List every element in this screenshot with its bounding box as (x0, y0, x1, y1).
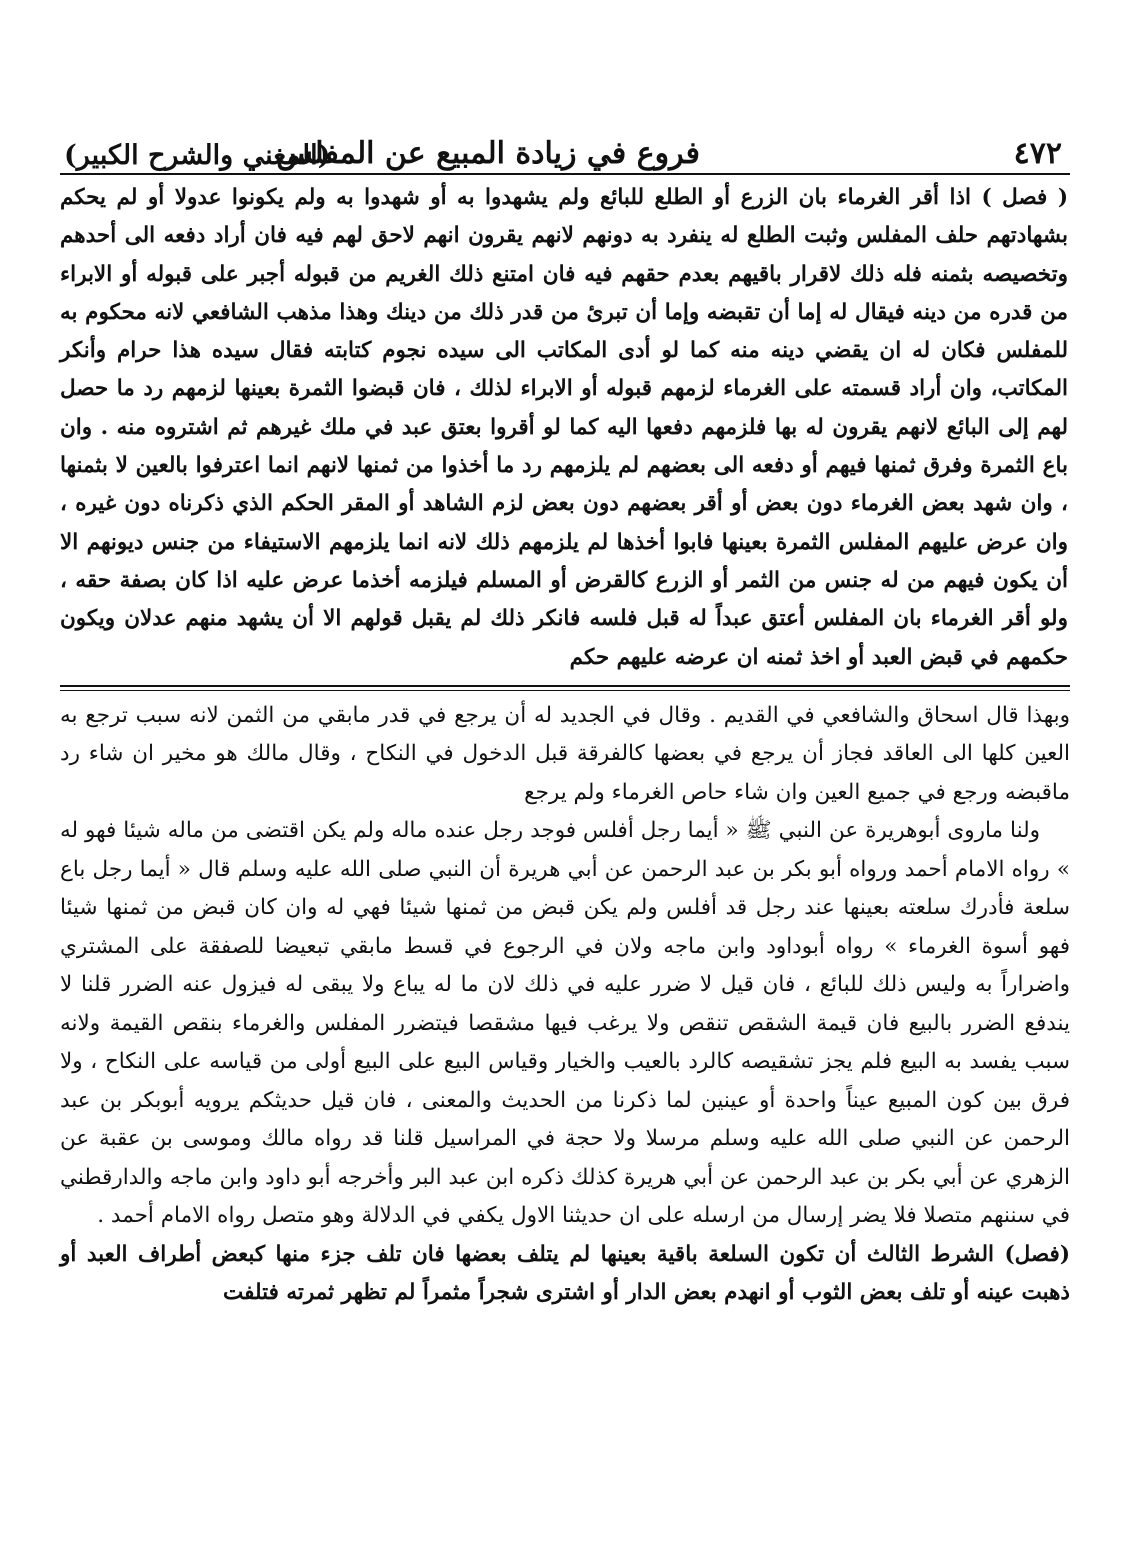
page-header (60, 125, 1070, 175)
page-number: ٤٧٢ (1013, 136, 1062, 171)
book-page (60, 125, 1070, 1313)
final-paragraph: (فصل) الشرط الثالث أن تكون السلعة باقية بعينها لم يتلف بعضها فان تلف جزء منها كبعض أطراف العبد أو ذهبت عينه أو تلف بعض الثوب أو انهدم بعض الدار أو اشترى شجراً مثمراً لم تظهر ثمرته فتلفت (60, 1241, 1070, 1306)
running-title: فروع في زيادة المبيع عن المفلس (276, 136, 700, 171)
book-title: (المغني والشرح الكبير) (64, 140, 331, 171)
main-text (60, 179, 1070, 677)
main-paragraph: ( فصل ) اذا أقر الغرماء بان الزرع أو الطلع للبائع ولم يشهدوا به أو شهدوا به ولم يكونوا عدولا أو لم يحكم بشهادتهم حلف المفلس وثبت الطلع له ينفرد به دونهم لانهم يقرون انهم لاحق لهم فيه فان أراد دفعه الى أحدهم وتخصيصه بثمنه فله ذلك لاقرار باقيهم بعدم حقهم فيه فان امتنع ذلك الغريم من قبوله أجبر على قبوله أو الابراء من قدره من دينه فيقال له إما أن تقبضه وإما أن تبرئ من قدر ذلك من دينك وهذا مذهب الشافعي لانه محكوم به للمفلس فكان له ان يقضي دينه منه كما لو أدى المكاتب الى سيده نجوم كتابته فقال سيده هذا حرام وأنكر المكاتب، وان أراد قسمته على الغرماء لزمهم قبوله أو الابراء لذلك ، فان قبضوا الثمرة بعينها لزمهم رد ما حصل لهم إلى البائع لانهم يقرون له بها فلزمهم دفعها اليه كما لو أقروا بعتق عبد في ملك غيرهم ثم اشتروه منه . وان باع الثمرة وفرق ثمنها فيهم أو دفعه الى بعضهم لم يلزمهم رد ما أخذوا من ثمنها لانهم انما اعترفوا بالعين لا بثمنها ، وان شهد بعض الغرماء دون بعض أو أقر بعضهم دون بعض لزم الشاهد أو المقر الحكم الذي ذكرناه دون غيره ، وان عرض عليهم المفلس الثمرة بعينها فابوا أخذها لم يلزمهم ذلك لانه انما يلزمهم الاستيفاء من جنس ديونهم الا أن يكون فيهم من له جنس من الثمر أو الزرع كالقرض أو المسلم فيلزمه أخذما عرض عليه اذا كان بصفة حقه ، ولو أقر الغرماء بان المفلس أعتق عبداً له قبل فلسه فانكر ذلك لم يقبل قولهم الا أن يشهد منهم عدلان ويكون حكمهم في قبض العبد أو اخذ ثمنه ان عرضه عليهم حكم (60, 185, 1068, 670)
section-divider (60, 685, 1070, 691)
commentary-paragraph-2: ولنا ماروى أبوهريرة عن النبي ﷺ « أيما رجل أفلس فوجد رجل عنده ماله ولم يكن اقتضى من ماله شيئا فهو له » رواه الامام أحمد ورواه أبو بكر بن عبد الرحمن عن أبي هريرة أن النبي صلى الله عليه وسلم قال « أيما رجل باع سلعة فأدرك سلعته بعينها عند رجل قد أفلس ولم يكن قبض من ثمنها شيئا فهي له وان كان قبض من ثمنها شيئا فهو أسوة الغرماء » رواه أبوداود وابن ماجه ولان في الرجوع في قسط مابقي تبعيضا للصفقة على المشتري واضراراً به وليس ذلك للبائع ، فان قيل لا ضرر عليه في ذلك لان ما له يباع ولا يبقى له فيزول عنه الضرر قلنا لا يندفع الضرر بالبيع فان قيمة الشقص تنقص ولا يرغب فيها مشقصا فيتضرر المفلس والغرماء بنقص القيمة ولانه سبب يفسد به البيع فلم يجز تشقيصه كالرد بالعيب والخيار وقياس البيع على البيع أولى من قياسه على النكاح ، ولا فرق بين كون المبيع عيناً واحدة أو عينين لما ذكرنا من الحديث والمعنى ، فان قيل حديثكم يرويه أبوبكر بن عبد الرحمن عن النبي صلى الله عليه وسلم مرسلا ولا حجة في المراسيل قلنا قد رواه مالك وموسى بن عقبة عن الزهري عن أبي بكر بن عبد الرحمن عن أبي هريرة كذلك ذكره ابن عبد البر وأخرجه أبو داود وابن ماجه والدارقطني في سننهم متصلا فلا يضر إرسال من ارسله على ان حديثنا الاول يكفي في الدلالة وهو متصل رواه الامام أحمد . (60, 818, 1070, 1229)
commentary-paragraph-1: وبهذا قال اسحاق والشافعي في القديم . وقال في الجديد له أن يرجع في قدر مابقي من الثمن لانه سبب ترجع به العين كلها الى العاقد فجاز أن يرجع في بعضها كالفرقة قبل الدخول في النكاح ، وقال مالك هو مخير ان شاء رد ماقبضه ورجع في جميع العين وان شاء حاص الغرماء ولم يرجع (60, 702, 1070, 805)
commentary-text (60, 697, 1070, 1313)
